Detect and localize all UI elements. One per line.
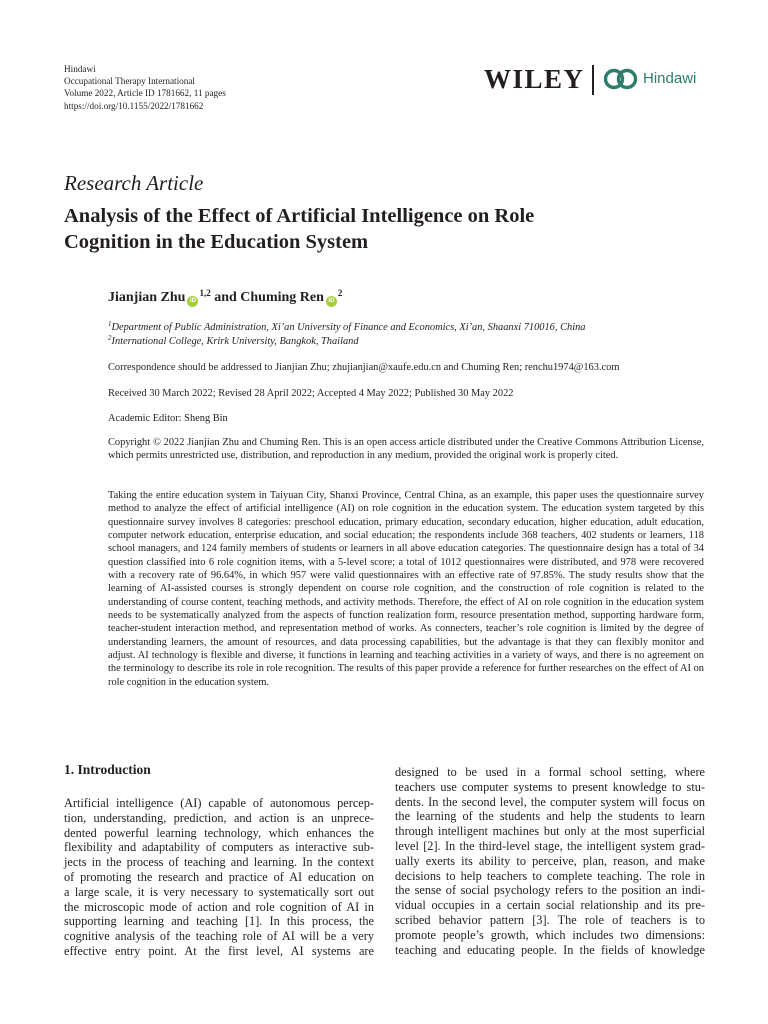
author-name[interactable]: Jianjian Zhu	[108, 290, 186, 305]
author-affil-sup: 1,2	[199, 288, 211, 298]
text-line: ually exerts its ability to perceive, plan, reason, and make	[395, 853, 705, 868]
text-line: scribed behavior pattern [3]. The role of teachers is to	[395, 912, 705, 927]
wiley-logo: WILEY	[484, 64, 585, 94]
text-line: the microscopic mode of action and role cognition of AI in	[64, 899, 374, 914]
hindawi-wordmark: Hindawi	[643, 70, 697, 87]
volume-line: Volume 2022, Article ID 1781662, 11 pages	[64, 88, 226, 99]
text-line: jects in the process of teaching and learning. In the context	[64, 855, 374, 870]
author-list	[108, 290, 342, 307]
intro-column-left	[64, 796, 374, 959]
affiliation-2	[108, 336, 359, 347]
affiliation-sup: 1	[108, 320, 112, 328]
affiliation-1	[108, 322, 585, 333]
text-line: designed to be used in a formal school setting, where	[395, 765, 705, 779]
author-name[interactable]: Chuming Ren	[240, 290, 324, 305]
text-line: dented powerful learning technology, which enhances the	[64, 825, 374, 840]
section-heading-introduction: 1. Introduction	[64, 762, 151, 777]
text-line: through intelligent machines but only at the most superficial	[395, 824, 705, 839]
text-line: tion, understanding, prediction, and action is an unprece-	[64, 810, 374, 825]
text-line: of promoting the research and practice of AI education on	[64, 869, 374, 884]
text-line: teachers use computer systems to present knowledge to stu-	[395, 779, 705, 794]
text-line: level [2]. In the third-level stage, the intelligent system grad-	[395, 838, 705, 853]
abstract-text: Taking the entire education system in Taiyuan City, Shanxi Province, Central China, as an example, this paper uses the questionnaire survey method to analyze the effect of artificial intelligence (AI) on role cognition in the education system. The education system targeted by this questionnaire survey involves 8 categories: preschool education, primary education, secondary education, higher education, adult education, computer network education, enterprise education, and social education; the respondents include 368 teachers, 402 students or learners, 118 school managers, and 124 family members of students or learners in all above education categories. The questionnaire design has a total of 34 question classified into 6 role cognition items, with a 5-level score; a total of 1012 questionnaires were distributed, and 978 were recovered with a recovery rate of 96.64%, in which 957 were valid questionnaires with an effective rate of 97.85%. The study results show that the learning of AI-assisted courses is strongly dependent on course role cognition, and the construction of role cognition is related to the understanding of course content, teaching methods, and activity methods. Therefore, the effect of AI on role cognition in the education system needs to be systematically analyzed from the aspects of function realization form, resource presentation method, supporting hardware form, teacher-student interaction method, and representation method of works. As connecters, teacher’s role cognition is limited by the degree of understanding learners, the amount of resources, and data processing capabilities, but the advantage is that they can flexibly monitor and adjust. AI technology is flexible and diverse, it functions in learning and teaching activities in a variety of ways, and there is no agreement on the terminology to describe its role in role recognition. The results of this paper provide a reference for further researches on the effect of AI on role cognition in the education system.	[108, 490, 704, 688]
author-conjunction: and	[210, 290, 241, 305]
text-line: promote people’s growth, which includes two dimensions:	[395, 927, 705, 942]
orcid-icon[interactable]: iD	[187, 296, 198, 307]
academic-editor: Academic Editor: Sheng Bin	[108, 413, 228, 424]
dates-line: Received 30 March 2022; Revised 28 April 2022; Accepted 4 May 2022; Published 30 May 2022	[108, 388, 514, 399]
text-line: a large scale, it is very necessary to systematically sort out	[64, 884, 374, 899]
text-line: vidual occupies in a certain social relationship and its pre-	[395, 898, 705, 913]
intro-column-right	[395, 765, 705, 957]
text-line: flexibility and adaptability of computers as interactive sub-	[64, 840, 374, 855]
text-line: the learning of the students and help the students to learn	[395, 809, 705, 824]
title-line-1: Analysis of the Effect of Artificial Intelligence on Role	[64, 205, 535, 227]
affiliation-text: Department of Public Administration, Xi’an University of Finance and Economics, Xi’an, Shaanxi 710016, China	[111, 322, 586, 333]
doi-link[interactable]: https://doi.org/10.1155/2022/1781662	[64, 100, 204, 111]
text-line: teaching and educating people. In the fields of knowledge	[395, 942, 705, 957]
hindawi-logo-icon	[603, 68, 639, 90]
header-meta	[64, 63, 226, 112]
affiliation-sup: 2	[108, 334, 112, 342]
text-line: Artificial intelligence (AI) capable of autonomous percep-	[64, 796, 374, 810]
copyright-notice: Copyright © 2022 Jianjian Zhu and Chuming Ren. This is an open access article distributed under the Creative Commons Attribution License, which permits unrestricted use, distribution, and reproduction in any medium, provided the original work is properly cited.	[108, 437, 704, 462]
correspondence-line: Correspondence should be addressed to Jianjian Zhu; zhujianjian@xaufe.edu.cn and Chuming Ren; renchu1974@163.com	[108, 362, 620, 373]
text-line: supporting learning and teaching [1]. In this process, the	[64, 914, 374, 929]
text-line: decisions to help teachers to complete teaching. The role in	[395, 868, 705, 883]
article-type: Research Article	[64, 171, 204, 195]
journal-name: Occupational Therapy International	[64, 76, 195, 87]
publisher-name: Hindawi	[64, 64, 96, 74]
text-line: cognitive analysis of the teaching role of AI will be a very	[64, 929, 374, 944]
text-line: the sense of social psychology refers to the position an indi-	[395, 883, 705, 898]
text-line: effective entry point. At the first level, AI systems are	[64, 943, 374, 958]
orcid-icon[interactable]: iD	[326, 296, 337, 307]
publisher-logos	[484, 62, 706, 98]
article-title	[64, 203, 664, 255]
affiliation-text: International College, Krirk University, Bangkok, Thailand	[111, 336, 359, 347]
text-line: dents. In the second level, the computer system will focus on	[395, 794, 705, 809]
author-affil-sup: 2	[337, 288, 343, 298]
logo-divider	[592, 65, 594, 95]
title-line-2: Cognition in the Education System	[64, 231, 369, 253]
